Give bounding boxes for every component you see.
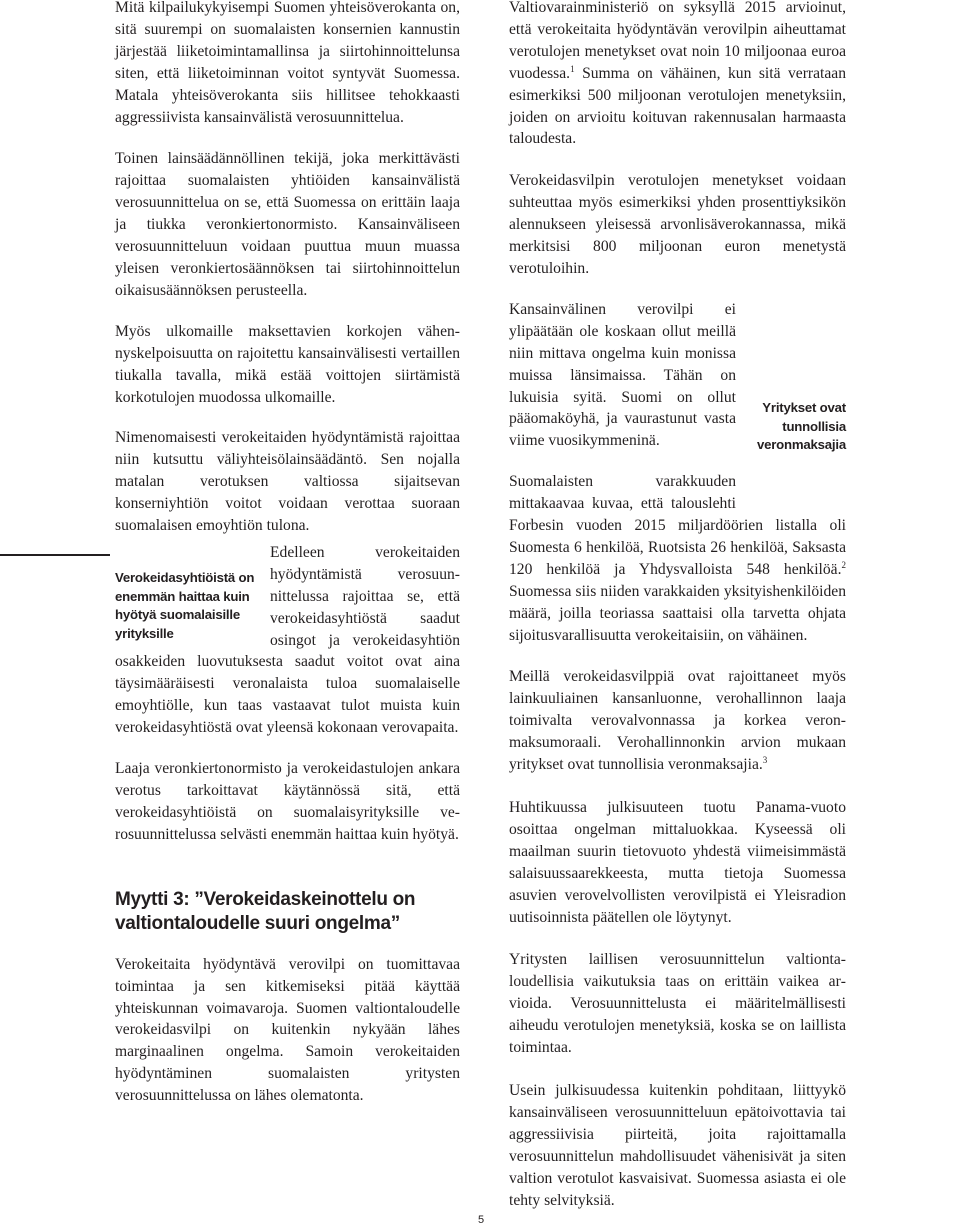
paragraph-text: Nimenomaisesti verokeitaiden hyödyntämistä rajoittaa niin kutsuttu väliyhteisölainsäädäntö. Sen nojalla matalan verotuksen valtiossa sijaitsevan konserniyhtiön voitot voidaan verottaa suoraan suomalaisen emoyhtiön tulona. bbox=[115, 429, 460, 535]
paragraph: Yritysten laillisen verosuunnittelun valtiontaloudellisia vaikutuksia taas on erittäin vaikea arvioida. Verosuunnittelusta ei määritelmällisesti aiheudu verotulojen menetyksiä, koska se on laillista toimintaa. bbox=[509, 951, 846, 1057]
paragraph-text: Valtiovarainministeriö on syksyllä 2015 arvioinut, että verokeitaita hyödyntävän verovilpin aiheuttamat verotulojen menetykset ovat noin 10 miljoonaa euroa vuodessa. bbox=[509, 0, 846, 82]
paragraph: Mitä kilpailukykyisempi Suomen yhteisöverokanta on, sitä suurempi on suomalaisten konsernien kannustin järjestää liiketoimintamallinsa ja siirtohinnoittelunsa siten, että liiketoiminnan voitot syntyvät Suomessa. Matala yhteisöverokanta siis hillitsee tehokkaasti aggressiivista kansainvälistä verosuunnittelua. bbox=[115, 0, 460, 126]
right-column bbox=[509, 0, 846, 1211]
paragraph: Laaja veronkiertonormisto ja verokeidastulojen ankara verotus tarkoittavat käytännössä sitä, että verokeidasyhtiöistä on suomalaisyrityksille verosuunnittelussa selvästi enemmän haittaa kuin hyötyä. bbox=[115, 760, 460, 843]
footnote-ref: 3 bbox=[762, 754, 768, 765]
paragraph-text: Summa on vähäinen, kun sitä verrataan esimerkiksi 500 miljoonan verotulojen menetyksiin, joiden on arvioitu koituvan rakennusalan harmaasta taloudesta. bbox=[509, 64, 846, 148]
paragraph-text: Edelleen verokeitaiden hyödyntämistä verosuunnittelussa rajoittaa se, että verokeidasyhtiöstä saadut osingot ja verokeidasyhtiön osakkeiden luovutuksesta saadut voitot ovat aina täysimääräisesti veronalaista tuloa suomalaiselle emoyhtiölle, kun taas vastaavat tulot muista kuin verokeidasyhtiöstä ovat yleensä kokonaan verovapaita. bbox=[115, 543, 460, 737]
left-column bbox=[115, 0, 460, 1107]
paragraph-text: Suomessa siis niiden varakkaiden yksityishenkilöiden määrä, joilla teoriassa saattaisi olla tarvetta ohjata sijoitusvarallisuutta verokeitaisiin, on vähäinen. bbox=[509, 582, 846, 644]
paragraph-text: Meillä verokeidasvilppiä ovat rajoittaneet myös lainkuuliainen kansanluonne, verohallinnon laaja toimivalta verovalvonnassa ja korkea veronmaksumoraali. Verohallinnonkin arvion mukaan yritykset ovat tunnollisia veronmaksajia. bbox=[509, 668, 846, 774]
paragraph: Verokeidasvilpin verotulojen menetykset voidaan suhteuttaa myös esimerkiksi yhden prosenttiyksikön alennukseen yleisessä arvonlisäverokannassa, mikä merkitsisi 800 miljoonan euron menetystä verotuloihin. bbox=[509, 172, 846, 277]
paragraph bbox=[509, 666, 846, 776]
footnote-ref: 1 bbox=[570, 63, 575, 74]
footnote-ref: 2 bbox=[841, 559, 846, 570]
paragraph: Huhtikuussa julkisuuteen tuotu Panama-vuoto osoittaa ongelman mittaluokkaa. Kyseessä oli maailman suurin tietovuoto yhdestä viimeisimmästä salaisuussaarekkeesta, mutta tietoja Suomessa asuvien verovelvollisten verovilpistä ei Yleisradion uutisoinnista päätellen ole löytynyt. bbox=[509, 799, 846, 926]
paragraph bbox=[509, 0, 846, 150]
section-heading: Myytti 3: ”Verokeidaskeinottelu on valtiontaloudelle suuri ongelma” bbox=[115, 888, 416, 935]
paragraph: Myös ulkomaille maksettavien korkojen vähennyskelpoisuutta on rajoitettu kansainvälisesti vertaillen tiukalla tavalla, mikä estää voittojen siirtämistä korkotulojen muodossa ulkomaille. bbox=[115, 322, 460, 406]
paragraph: Toinen lainsäädännöllinen tekijä, joka merkittävästi rajoittaa suomalaisten yhtiöiden kansainvälistä verosuunnittelua on se, että Suomessa on erittäin laaja ja tiukka veronkiertonormisto. Kansainväliseen verosuunnitteluun voidaan puuttua muun muassa yleisen veronkiertosäännöksen tai siirtohinnoittelun oikaisusäännöksen perusteella. bbox=[115, 150, 460, 299]
paragraph: Usein julkisuudessa kuitenkin pohditaan, liittyykö kansainväliseen verosuunnitteluun epätoivottavia tai aggressiivisia piirteitä, joita rajoittamalla verosuunnittelun mahdollisuudet vähenisivät ja siten valtion verotulot kasvaisivat. Suomessa asiasta ei ole tehty selvityksiä. bbox=[509, 1081, 846, 1209]
page-number: 5 bbox=[477, 1214, 485, 1226]
pull-quote-right: Yritykset ovat tunnollisia veronmaksajia bbox=[756, 400, 846, 452]
pull-quote-rule bbox=[0, 554, 110, 556]
pull-quote-left: Verokeidasyhtiöistä on enemmän haittaa kuin hyötyä suomalaisille yrityksille bbox=[115, 570, 255, 641]
paragraph: Verokeitaita hyödyntävä verovilpi on tuomittavaa toimintaa ja sen kitkemiseksi pitää käyttää yhteiskunnan voimavaroja. Suomen valtiontaloudelle verokeidasvilpi on kuitenkin nykyään lähes marginaalinen ongelma. Samoin verokeitaiden hyödyntäminen suomalaisten yritysten verosuunnittelussa on lähes olematonta. bbox=[115, 955, 460, 1105]
paragraph bbox=[115, 427, 460, 537]
paragraph-text: Kansainvälinen verovilpi ei ylipäätään ole koskaan ollut meillä niin mittava ongelma kuin monissa muissa länsimaissa. Tähän on lukuisia syitä. Suomi on ollut pääomaköyhä, ja vaurastunut vasta viime vuosikymmeninä. bbox=[509, 300, 736, 450]
paragraph-text: Suomalaisten varakkuuden mittakaavaa kuvaa, että talouslehti Forbesin vuoden 2015 miljardöörien listalla oli Suomesta 6 henkilöä, Ruotsista 26 henkilöä, Saksasta 120 henkilöä ja Yhdysvalloista 548 henkilöä. bbox=[509, 473, 846, 578]
